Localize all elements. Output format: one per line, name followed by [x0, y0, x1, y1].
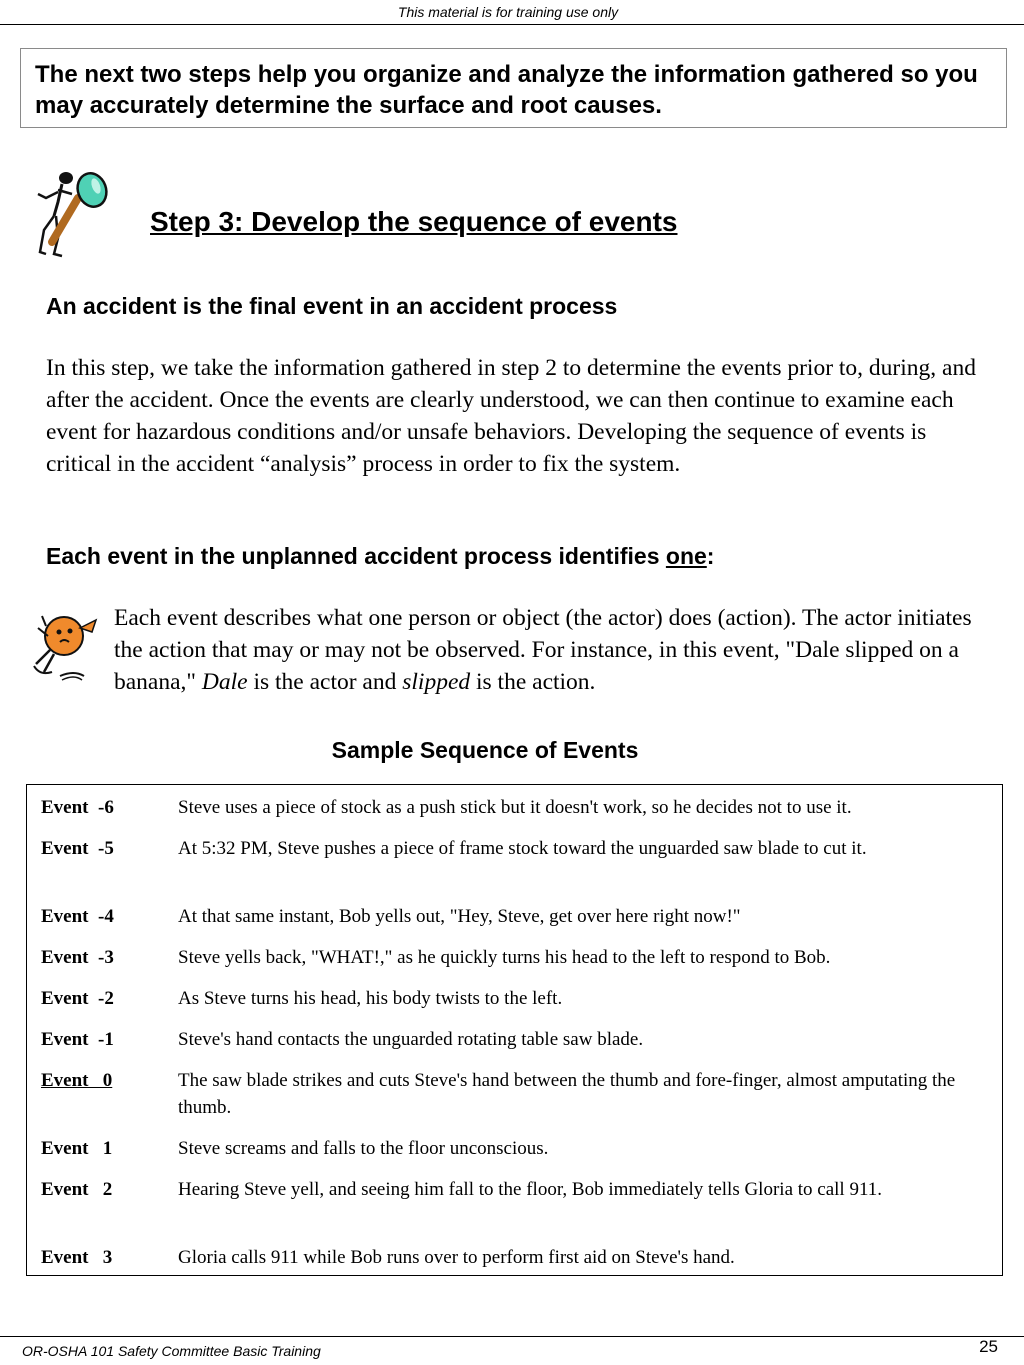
event-description: Gloria calls 911 while Bob runs over to perform first aid on Steve's hand.	[178, 1247, 735, 1268]
event-description: Steve uses a piece of stock as a push stick but it doesn't work, so he decides not to use it.	[178, 797, 852, 818]
event-label: Event -3	[41, 947, 114, 968]
step-title: Step 3: Develop the sequence of events	[150, 206, 678, 237]
event-label: Event -1	[41, 1029, 114, 1050]
event-label: Event -5	[41, 838, 114, 859]
footer-course-title: OR-OSHA 101 Safety Committee Basic Training	[22, 1343, 321, 1359]
event-description: Steve yells back, "WHAT!," as he quickly turns his head to the left to respond to Bob.	[178, 947, 831, 968]
event-label: Event -6	[41, 797, 114, 818]
event-label: Event -4	[41, 906, 114, 927]
event-description: Hearing Steve yell, and seeing him fall to the floor, Bob immediately tells Gloria to call 911.	[178, 1179, 883, 1200]
magnifying-glass-person-icon	[28, 168, 112, 258]
heading-colon: :	[706, 543, 715, 569]
event-description: At that same instant, Bob yells out, "Hey, Steve, get over here right now!"	[178, 906, 741, 927]
body-text: Each event describes what one person or object (the actor) does (action). The actor initiates the action that may or may not be observed. For instance, in this event, "Dale slipped on a banana,"	[114, 605, 972, 695]
event-description: At 5:32 PM, Steve pushes a piece of frame stock toward the unguarded saw blade to cut it.	[178, 838, 867, 859]
section-heading-event-identifies	[46, 543, 714, 570]
slipping-person-icon	[30, 606, 106, 686]
section-body-actor-action	[114, 602, 994, 698]
event-description: Steve's hand contacts the unguarded rotating table saw blade.	[178, 1029, 644, 1050]
event-description: The saw blade strikes and cuts Steve's hand between the thumb and fore-finger, almost amputating the thumb.	[178, 1070, 956, 1118]
heading-emphasis: one	[665, 543, 707, 569]
event-description: As Steve turns his head, his body twists to the left.	[178, 988, 563, 1009]
event-label: Event 2	[41, 1179, 113, 1200]
heading-text: Each event in the unplanned accident process identifies	[46, 543, 666, 569]
events-table	[26, 784, 1003, 1276]
event-label: Event -2	[41, 988, 114, 1009]
event-description: Steve screams and falls to the floor unconscious.	[178, 1138, 549, 1159]
intro-box: The next two steps help you organize and analyze the information gathered so you may accurately determine the surface and root causes.	[20, 48, 1007, 128]
event-label: Event 3	[41, 1247, 113, 1268]
section-heading-accident-process: An accident is the final event in an accident process	[46, 293, 618, 319]
event-label: Event 1	[41, 1138, 113, 1159]
actor-example: Dale	[201, 669, 248, 695]
header-divider	[0, 24, 1024, 25]
table-title: Sample Sequence of Events	[331, 737, 639, 763]
body-text: is the action.	[470, 669, 596, 695]
body-text: is the actor and	[247, 669, 403, 695]
event-label: Event 0	[41, 1070, 113, 1091]
section-body-accident-process: In this step, we take the information gathered in step 2 to determine the events prior to, during, and after the accident. Once the events are clearly understood, we can then continue to examine each event for hazardous conditions and/or unsafe behaviors. Developing the sequence of events is critical in the accident “analysis” process in order to fix the system.	[46, 355, 976, 477]
page-number: 25	[979, 1337, 998, 1356]
action-example: slipped	[402, 669, 471, 695]
header-note: This material is for training use only	[397, 4, 619, 20]
footer-divider	[0, 1336, 1024, 1337]
